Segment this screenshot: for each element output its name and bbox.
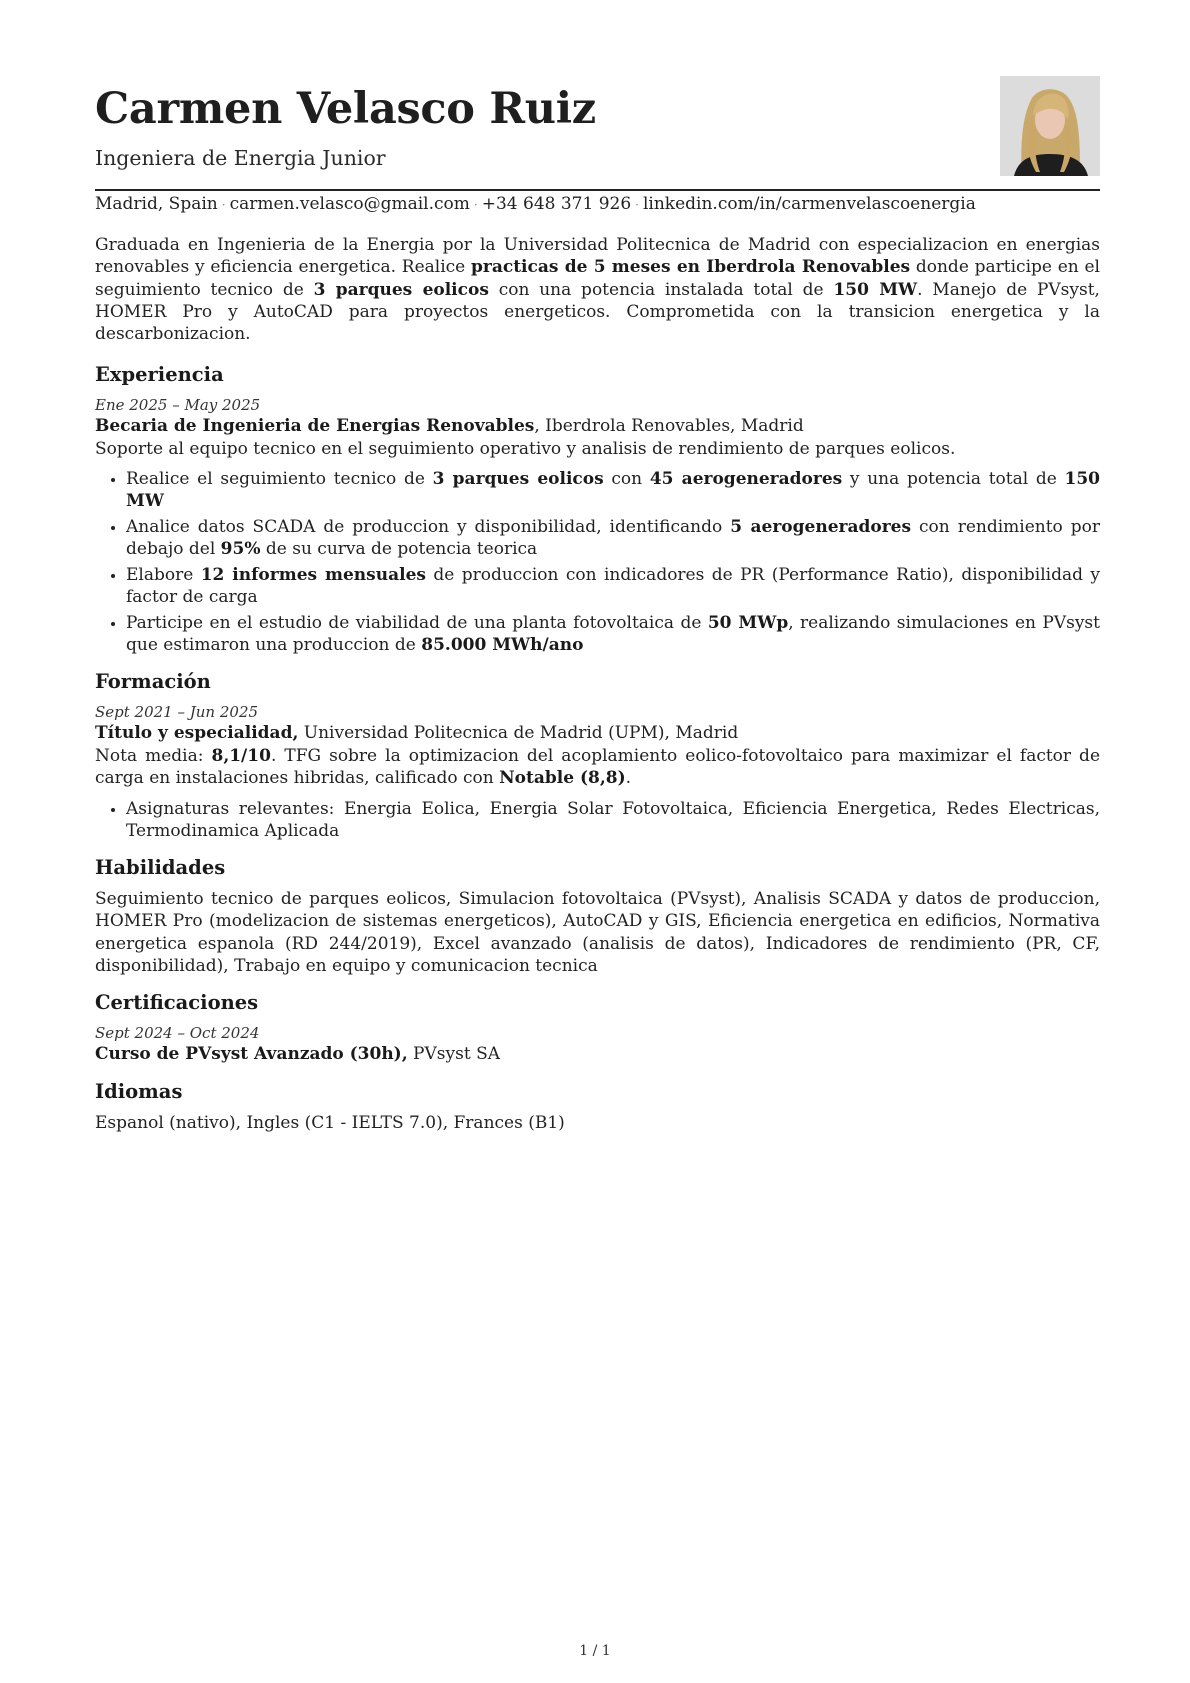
skills-section — [95, 856, 1100, 977]
certifications-section — [95, 991, 1100, 1066]
languages-section — [95, 1080, 1100, 1134]
section-heading-certifications: Certificaciones — [95, 991, 259, 1015]
summary-text: . Manejo de PVsyst, HOMER Pro y AutoCAD para proyectos energeticos. Comprometida con la transicion energetica y la descarbonizacion. — [95, 279, 1100, 345]
separator-dot: · — [635, 197, 639, 212]
education-section — [95, 670, 1100, 842]
contact-phone[interactable]: +34 648 371 926 — [481, 194, 632, 214]
skills-text: Seguimiento tecnico de parques eolicos, Simulacion fotovoltaica (PVsyst), Analisis SCADA y datos de produccion, HOMER Pro (modelizacion de sistemas energeticos), AutoCAD y GIS, Eficiencia energetica en edificios, Normativa energetica espanola (RD 244/2019), Excel avanzado (analisis de datos), Indicadores de rendimiento (PR, CF, disponibilidad), Trabajo en equipo y comunicacion tecnica — [95, 888, 1100, 976]
section-heading-education: Formación — [95, 670, 211, 694]
languages-text: Espanol (nativo), Ingles (C1 - IELTS 7.0), Frances (B1) — [95, 1112, 565, 1133]
education-notes: Nota media: 8,1/10. TFG sobre la optimizacion del acoplamiento eolico-fotovoltaico para maximizar el factor de carga en instalaciones hibridas, calificado con Notable (8,8). — [95, 745, 1101, 789]
section-heading-skills: Habilidades — [95, 855, 226, 879]
education-degree-line — [95, 722, 1100, 745]
contact-location: Madrid, Spain — [95, 194, 218, 214]
experience-bullets — [95, 468, 1100, 656]
summary-highlight: 150 MW — [833, 279, 918, 300]
section-heading-experience: Experiencia — [95, 363, 224, 387]
experience-role-line — [95, 415, 1100, 438]
separator-dot: · — [473, 197, 478, 212]
summary-paragraph — [95, 234, 1100, 345]
list-item: • Realice el seguimiento tecnico de 3 parques eolicos con 45 aerogeneradores y una potencia total de 150 MW — [126, 468, 1100, 512]
resume-header — [95, 76, 1100, 190]
separator-dot: · — [221, 197, 226, 212]
list-item: • Asignaturas relevantes: Energia Eolica, Energia Solar Fotovoltaica, Eficiencia Energetica, Redes Electricas, Termodinamica Aplicada — [126, 798, 1100, 842]
summary-text: Graduada en Ingenieria de la Energia por la Universidad Politecnica de Madrid con especializacion en energias renovables y eficiencia energetica. Realice — [95, 235, 1100, 278]
profile-photo — [1000, 76, 1100, 176]
page-number: 1 / 1 — [579, 1643, 611, 1659]
candidate-name: Carmen Velasco Ruiz — [95, 84, 596, 134]
list-item: • Elabore 12 informes mensuales de produccion con indicadores de PR (Performance Ratio), disponibilidad y factor de carga — [126, 564, 1100, 608]
portrait-image-icon — [1000, 76, 1100, 176]
certification-name: Curso de PVsyst Avanzado (30h), — [95, 1044, 408, 1065]
education-bullets — [95, 798, 1100, 842]
certification-issuer: PVsyst SA — [407, 1044, 500, 1065]
certification-date: Sept 2024 – Oct 2024 — [95, 1024, 260, 1043]
experience-description: Soporte al equipo tecnico en el seguimiento operativo y analisis de rendimiento de parques eolicos. — [95, 438, 956, 459]
education-degree: Título y especialidad, — [95, 723, 299, 744]
education-school: Universidad Politecnica de Madrid (UPM), Madrid — [298, 723, 739, 744]
contact-line — [95, 194, 976, 214]
header-divider — [95, 189, 1100, 191]
experience-role: Becaria de Ingenieria de Energias Renovables — [95, 416, 535, 437]
certification-line — [95, 1043, 1100, 1066]
summary-highlight: 3 parques eolicos — [313, 279, 489, 300]
experience-date: Ene 2025 – May 2025 — [95, 396, 261, 415]
candidate-title: Ingeniera de Energia Junior — [95, 146, 386, 170]
list-item: • Analice datos SCADA de produccion y disponibilidad, identificando 5 aerogeneradores con rendimiento por debajo del 95% de su curva de potencia teorica — [126, 516, 1100, 560]
resume-body — [95, 234, 1100, 1134]
summary-text: donde participe en el seguimiento tecnico de — [95, 257, 1100, 300]
contact-email[interactable]: carmen.velasco@gmail.com — [229, 194, 470, 214]
experience-section — [95, 363, 1100, 656]
section-heading-languages: Idiomas — [95, 1079, 183, 1103]
list-item: • Participe en el estudio de viabilidad de una planta fotovoltaica de 50 MWp, realizando simulaciones en PVsyst que estimaron una produccion de 85.000 MWh/ano — [126, 612, 1100, 656]
education-date: Sept 2021 – Jun 2025 — [95, 703, 259, 722]
summary-text: con una potencia instalada total de — [488, 279, 834, 300]
summary-highlight: practicas de 5 meses en Iberdrola Renovables — [471, 257, 911, 278]
experience-org: , Iberdrola Renovables, Madrid — [534, 416, 804, 437]
contact-linkedin[interactable]: linkedin.com/in/carmenvelascoenergia — [642, 194, 976, 214]
